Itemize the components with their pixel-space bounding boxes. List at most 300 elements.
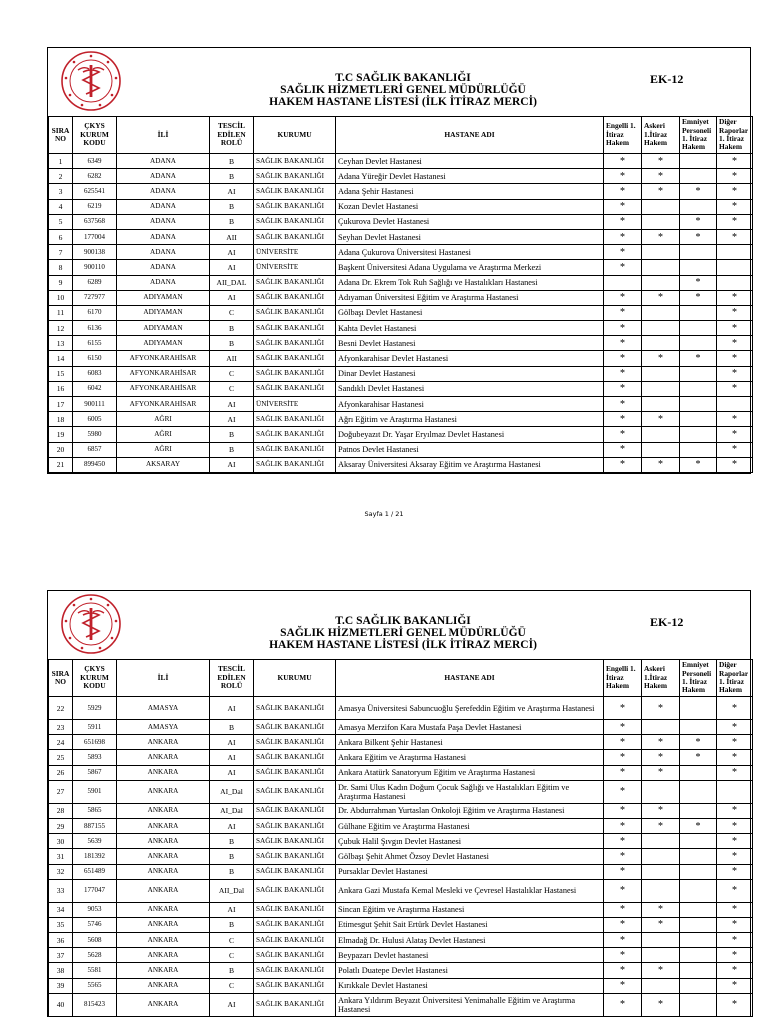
cell-police-referee [680,697,717,720]
cell-hospital-name: Dr. Abdurrahman Yurtaslan Onkoloji Eğitim ve Araştırma Hastanesi [336,803,604,818]
cell-role: AI [210,397,254,412]
cell-other-referee: * [717,803,753,818]
cell-other-referee: * [717,427,753,442]
col-province: İLİ [117,660,210,697]
cell-police-referee [680,917,717,932]
cell-hospital-name: Adana Şehir Hastanesi [336,184,604,199]
cell-disabled-referee: * [604,199,642,214]
cell-institution: SAĞLIK BAKANLIĞI [254,229,336,244]
cell-other-referee: * [717,697,753,720]
cell-ckys-code: 887155 [73,818,117,833]
cell-province: AĞRI [117,427,210,442]
cell-province: AMASYA [117,720,210,735]
table-row [49,933,753,948]
hospital-table [48,659,753,1017]
cell-ckys-code: 651489 [73,864,117,879]
table-row [49,229,753,244]
cell-police-referee: * [680,184,717,199]
cell-other-referee: * [717,305,753,320]
col-police-referee: Emniyet Personeli 1. İtiraz Hakem [680,117,717,154]
cell-institution: SAĞLIK BAKANLIĞI [254,169,336,184]
cell-military-referee: * [642,169,680,184]
cell-military-referee: * [642,963,680,978]
cell-role: B [210,321,254,336]
cell-sira-no: 5 [49,214,73,229]
cell-other-referee: * [717,381,753,396]
cell-ckys-code: 5901 [73,780,117,803]
cell-role: B [210,154,254,169]
title-line-ministry: T.C SAĞLIK BAKANLIĞI [335,615,471,627]
cell-military-referee [642,948,680,963]
cell-hospital-name: Adana Dr. Ekrem Tok Ruh Sağlığı ve Hastalıkları Hastanesi [336,275,604,290]
cell-province: ANKARA [117,879,210,902]
cell-institution: SAĞLIK BAKANLIĞI [254,351,336,366]
cell-police-referee [680,879,717,902]
cell-disabled-referee: * [604,978,642,993]
table-row [49,735,753,750]
cell-institution: SAĞLIK BAKANLIĞI [254,780,336,803]
col-other-referee: Diğer Raporlar 1. İtiraz Hakem [717,117,753,154]
cell-role: AI [210,697,254,720]
cell-province: ANKARA [117,963,210,978]
table-row [49,803,753,818]
cell-province: ANKARA [117,948,210,963]
title-line-directorate: SAĞLIK HİZMETLERİ GENEL MÜDÜRLÜĞÜ [280,627,526,639]
cell-sira-no: 3 [49,184,73,199]
table-row [49,864,753,879]
cell-institution: ÜNİVERSİTE [254,245,336,260]
table-row [49,917,753,932]
cell-institution: SAĞLIK BAKANLIĞI [254,834,336,849]
cell-sira-no: 29 [49,818,73,833]
cell-other-referee: * [717,765,753,780]
cell-hospital-name: Başkent Üniversitesi Adana Uygulama ve Araştırma Merkezi [336,260,604,275]
cell-disabled-referee: * [604,366,642,381]
cell-role: B [210,917,254,932]
table-row [49,457,753,472]
cell-province: ADIYAMAN [117,321,210,336]
cell-disabled-referee: * [604,305,642,320]
cell-sira-no: 26 [49,765,73,780]
cell-military-referee [642,275,680,290]
cell-disabled-referee: * [604,849,642,864]
cell-other-referee: * [717,917,753,932]
cell-military-referee [642,305,680,320]
cell-military-referee: * [642,154,680,169]
cell-institution: SAĞLIK BAKANLIĞI [254,750,336,765]
cell-disabled-referee: * [604,933,642,948]
cell-sira-no: 10 [49,290,73,305]
cell-military-referee: * [642,818,680,833]
cell-military-referee: * [642,993,680,1016]
cell-military-referee: * [642,750,680,765]
cell-institution: SAĞLIK BAKANLIĞI [254,457,336,472]
cell-disabled-referee [604,275,642,290]
cell-police-referee [680,366,717,381]
cell-disabled-referee: * [604,902,642,917]
cell-hospital-name: Gölbaşı Şehit Ahmet Özsoy Devlet Hastanesi [336,849,604,864]
cell-other-referee: * [717,993,753,1016]
table-row [49,879,753,902]
cell-hospital-name: Adıyaman Üniversitesi Eğitim ve Araştırma Hastanesi [336,290,604,305]
cell-sira-no: 2 [49,169,73,184]
cell-institution: SAĞLIK BAKANLIĞI [254,412,336,427]
cell-disabled-referee: * [604,879,642,902]
table-row [49,427,753,442]
hospital-table [48,116,753,473]
table-row [49,366,753,381]
cell-other-referee: * [717,879,753,902]
cell-sira-no: 18 [49,412,73,427]
cell-other-referee: * [717,351,753,366]
cell-role: C [210,366,254,381]
cell-ckys-code: 6136 [73,321,117,336]
cell-province: AĞRI [117,412,210,427]
col-institution: KURUMU [254,117,336,154]
cell-hospital-name: Kırıkkale Devlet Hastanesi [336,978,604,993]
cell-province: AĞRI [117,442,210,457]
table-row [49,260,753,275]
cell-sira-no: 32 [49,864,73,879]
cell-province: ANKARA [117,803,210,818]
cell-disabled-referee: * [604,917,642,932]
cell-other-referee [717,780,753,803]
cell-role: B [210,864,254,879]
cell-hospital-name: Ankara Eğitim ve Araştırma Hastanesi [336,750,604,765]
cell-ckys-code: 6083 [73,366,117,381]
cell-police-referee [680,154,717,169]
cell-role: B [210,442,254,457]
cell-sira-no: 33 [49,879,73,902]
cell-other-referee [717,275,753,290]
cell-institution: SAĞLIK BAKANLIĞI [254,381,336,396]
cell-sira-no: 1 [49,154,73,169]
col-hospital-name: HASTANE ADI [336,117,604,154]
cell-sira-no: 12 [49,321,73,336]
cell-institution: SAĞLIK BAKANLIĞI [254,879,336,902]
cell-institution: SAĞLIK BAKANLIĞI [254,427,336,442]
table-row [49,765,753,780]
cell-police-referee [680,933,717,948]
table-row [49,780,753,803]
cell-institution: ÜNİVERSİTE [254,397,336,412]
cell-disabled-referee: * [604,321,642,336]
cell-sira-no: 6 [49,229,73,244]
cell-province: ANKARA [117,750,210,765]
cell-sira-no: 4 [49,199,73,214]
cell-sira-no: 36 [49,933,73,948]
cell-hospital-name: Elmadağ Dr. Hulusi Alataş Devlet Hastanesi [336,933,604,948]
cell-role: B [210,834,254,849]
cell-disabled-referee: * [604,442,642,457]
table-row [49,720,753,735]
col-role: TESCİL EDİLEN ROLÜ [210,660,254,697]
cell-hospital-name: Dr. Sami Ulus Kadın Doğum Çocuk Sağlığı ve Hastalıkları Eğitim ve Araştırma Hastanesi [336,780,604,803]
cell-disabled-referee: * [604,457,642,472]
cell-province: ANKARA [117,818,210,833]
cell-military-referee [642,199,680,214]
title-line-ministry: T.C SAĞLIK BAKANLIĞI [335,72,471,84]
col-disabled-referee: Engelli 1. İtiraz Hakem [604,660,642,697]
cell-sira-no: 7 [49,245,73,260]
cell-police-referee [680,260,717,275]
cell-disabled-referee: * [604,381,642,396]
cell-sira-no: 22 [49,697,73,720]
cell-military-referee: * [642,697,680,720]
cell-ckys-code: 5581 [73,963,117,978]
cell-military-referee [642,442,680,457]
cell-other-referee: * [717,184,753,199]
cell-hospital-name: Ankara Gazi Mustafa Kemal Mesleki ve Çevresel Hastalıklar Hastanesi [336,879,604,902]
cell-sira-no: 37 [49,948,73,963]
cell-military-referee: * [642,735,680,750]
page-header [48,591,750,659]
table-row [49,412,753,427]
cell-police-referee [680,780,717,803]
cell-disabled-referee: * [604,834,642,849]
cell-role: C [210,978,254,993]
cell-hospital-name: Ankara Bilkent Şehir Hastanesi [336,735,604,750]
cell-police-referee: * [680,750,717,765]
cell-disabled-referee: * [604,336,642,351]
table-body [49,154,753,473]
col-other-referee: Diğer Raporlar 1. İtiraz Hakem [717,660,753,697]
col-military-referee: Askeri 1.İtiraz Hakem [642,117,680,154]
cell-military-referee: * [642,902,680,917]
cell-institution: SAĞLIK BAKANLIĞI [254,442,336,457]
table-header-row [49,117,753,154]
cell-institution: SAĞLIK BAKANLIĞI [254,305,336,320]
cell-disabled-referee: * [604,993,642,1016]
cell-role: C [210,948,254,963]
cell-police-referee [680,849,717,864]
cell-other-referee: * [717,978,753,993]
cell-ckys-code: 6349 [73,154,117,169]
cell-hospital-name: Sincan Eğitim ve Araştırma Hastanesi [336,902,604,917]
cell-ckys-code: 5628 [73,948,117,963]
cell-hospital-name: Ceyhan Devlet Hastanesi [336,154,604,169]
cell-province: ADANA [117,169,210,184]
cell-other-referee [717,397,753,412]
cell-hospital-name: Aksaray Üniversitesi Aksaray Eğitim ve Araştırma Hastanesi [336,457,604,472]
cell-province: ADANA [117,229,210,244]
cell-police-referee: * [680,818,717,833]
cell-other-referee: * [717,229,753,244]
cell-hospital-name: Dinar Devlet Hastanesi [336,366,604,381]
cell-police-referee: * [680,214,717,229]
cell-other-referee: * [717,321,753,336]
cell-hospital-name: Ankara Yıldırım Beyazıt Üniversitesi Yenimahalle Eğitim ve Araştırma Hastanesi [336,993,604,1016]
cell-military-referee: * [642,917,680,932]
cell-sira-no: 31 [49,849,73,864]
cell-other-referee: * [717,735,753,750]
cell-other-referee: * [717,336,753,351]
cell-police-referee [680,321,717,336]
cell-ckys-code: 5980 [73,427,117,442]
cell-military-referee [642,397,680,412]
cell-role: B [210,336,254,351]
cell-police-referee [680,199,717,214]
cell-institution: ÜNİVERSİTE [254,260,336,275]
cell-role: AII_DAL [210,275,254,290]
cell-role: AI [210,735,254,750]
cell-province: ADANA [117,184,210,199]
col-police-referee: Emniyet Personeli 1. İtiraz Hakem [680,660,717,697]
cell-role: C [210,305,254,320]
page-header [48,48,750,116]
cell-hospital-name: Ağrı Eğitim ve Araştırma Hastanesi [336,412,604,427]
cell-ckys-code: 6289 [73,275,117,290]
cell-military-referee: * [642,290,680,305]
cell-other-referee: * [717,933,753,948]
cell-institution: SAĞLIK BAKANLIĞI [254,917,336,932]
cell-ckys-code: 9053 [73,902,117,917]
cell-institution: SAĞLIK BAKANLIĞI [254,336,336,351]
cell-institution: SAĞLIK BAKANLIĞI [254,697,336,720]
cell-institution: SAĞLIK BAKANLIĞI [254,720,336,735]
col-disabled-referee: Engelli 1. İtiraz Hakem [604,117,642,154]
cell-other-referee: * [717,849,753,864]
cell-disabled-referee: * [604,245,642,260]
cell-role: C [210,381,254,396]
cell-police-referee: * [680,229,717,244]
cell-hospital-name: Besni Devlet Hastanesi [336,336,604,351]
table-row [49,214,753,229]
cell-police-referee [680,305,717,320]
cell-disabled-referee: * [604,229,642,244]
table-row [49,169,753,184]
cell-police-referee [680,803,717,818]
cell-institution: SAĞLIK BAKANLIĞI [254,933,336,948]
cell-role: AI [210,902,254,917]
cell-institution: SAĞLIK BAKANLIĞI [254,366,336,381]
cell-hospital-name: Patnos Devlet Hastanesi [336,442,604,457]
cell-ckys-code: 900110 [73,260,117,275]
cell-ckys-code: 6150 [73,351,117,366]
cell-role: AI [210,290,254,305]
cell-province: ADANA [117,199,210,214]
table-row [49,993,753,1016]
table-row [49,442,753,457]
cell-province: ANKARA [117,780,210,803]
cell-military-referee: * [642,803,680,818]
cell-military-referee [642,834,680,849]
cell-ckys-code: 637568 [73,214,117,229]
cell-police-referee [680,397,717,412]
cell-province: ANKARA [117,834,210,849]
cell-military-referee [642,321,680,336]
cell-military-referee [642,879,680,902]
cell-disabled-referee: * [604,351,642,366]
cell-other-referee: * [717,864,753,879]
cell-ckys-code: 5746 [73,917,117,932]
cell-military-referee [642,864,680,879]
cell-sira-no: 35 [49,917,73,932]
cell-police-referee [680,765,717,780]
cell-province: AFYONKARAHİSAR [117,381,210,396]
cell-role: AI [210,750,254,765]
cell-hospital-name: Adana Yüreğir Devlet Hastanesi [336,169,604,184]
cell-ckys-code: 177047 [73,879,117,902]
cell-police-referee [680,412,717,427]
cell-sira-no: 27 [49,780,73,803]
cell-role: C [210,933,254,948]
cell-military-referee: * [642,184,680,199]
cell-institution: SAĞLIK BAKANLIĞI [254,978,336,993]
cell-other-referee: * [717,948,753,963]
cell-police-referee: * [680,290,717,305]
cell-police-referee [680,864,717,879]
cell-disabled-referee: * [604,260,642,275]
cell-ckys-code: 727977 [73,290,117,305]
cell-ckys-code: 899450 [73,457,117,472]
cell-ckys-code: 625541 [73,184,117,199]
col-sira-no: SIRA NO [49,660,73,697]
cell-role: AI [210,260,254,275]
cell-role: AI [210,993,254,1016]
cell-sira-no: 30 [49,834,73,849]
cell-province: ANKARA [117,917,210,932]
cell-role: AI_Dal [210,780,254,803]
cell-ckys-code: 5639 [73,834,117,849]
cell-sira-no: 34 [49,902,73,917]
cell-sira-no: 14 [49,351,73,366]
cell-police-referee [680,948,717,963]
cell-sira-no: 25 [49,750,73,765]
cell-hospital-name: Kahta Devlet Hastanesi [336,321,604,336]
cell-province: ANKARA [117,765,210,780]
cell-province: AFYONKARAHİSAR [117,397,210,412]
cell-institution: SAĞLIK BAKANLIĞI [254,849,336,864]
table-row [49,963,753,978]
cell-sira-no: 39 [49,978,73,993]
cell-institution: SAĞLIK BAKANLIĞI [254,735,336,750]
cell-province: AFYONKARAHİSAR [117,366,210,381]
col-province: İLİ [117,117,210,154]
cell-disabled-referee: * [604,154,642,169]
col-role: TESCİL EDİLEN ROLÜ [210,117,254,154]
col-institution: KURUMU [254,660,336,697]
cell-ckys-code: 5565 [73,978,117,993]
annex-label: EK-12 [650,615,684,629]
cell-institution: SAĞLIK BAKANLIĞI [254,154,336,169]
cell-disabled-referee: * [604,864,642,879]
cell-ckys-code: 815423 [73,993,117,1016]
cell-police-referee: * [680,735,717,750]
cell-military-referee [642,978,680,993]
cell-hospital-name: Afyonkarahisar Hastanesi [336,397,604,412]
document-page-1 [47,47,751,474]
table-row [49,305,753,320]
cell-hospital-name: Kozan Devlet Hastanesi [336,199,604,214]
cell-police-referee [680,963,717,978]
cell-province: ADIYAMAN [117,336,210,351]
cell-institution: SAĞLIK BAKANLIĞI [254,214,336,229]
cell-police-referee [680,902,717,917]
cell-police-referee [680,169,717,184]
cell-hospital-name: Gülhane Eğitim ve Araştırma Hastanesi [336,818,604,833]
cell-ckys-code: 900111 [73,397,117,412]
cell-sira-no: 40 [49,993,73,1016]
cell-sira-no: 9 [49,275,73,290]
cell-province: ANKARA [117,933,210,948]
cell-institution: SAĞLIK BAKANLIĞI [254,321,336,336]
cell-province: ADANA [117,245,210,260]
cell-military-referee [642,720,680,735]
cell-military-referee [642,780,680,803]
cell-province: ANKARA [117,978,210,993]
cell-institution: SAĞLIK BAKANLIĞI [254,963,336,978]
